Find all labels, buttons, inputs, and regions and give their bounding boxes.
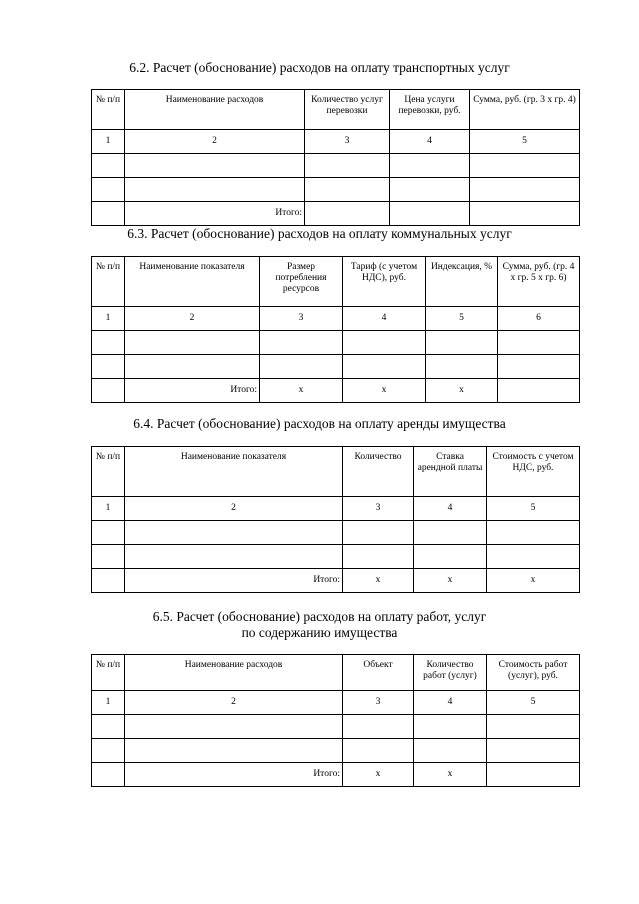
table-header-row xyxy=(92,447,580,497)
table-cell[interactable] xyxy=(498,331,580,355)
column-number: 3 xyxy=(260,307,343,331)
total-cell: х xyxy=(487,569,580,593)
total-cell: х xyxy=(343,763,414,787)
column-number: 1 xyxy=(92,307,125,331)
table-cell[interactable] xyxy=(92,331,125,355)
total-cell: х xyxy=(343,569,414,593)
column-number: 2 xyxy=(125,691,343,715)
column-header: Цена услуги перевозки, руб. xyxy=(390,90,470,130)
section-6-3-title: 6.3. Расчет (обоснование) расходов на оплату коммунальных услуг xyxy=(127,226,512,241)
table-row xyxy=(92,178,580,202)
section-6-2-title: 6.2. Расчет (обоснование) расходов на оплату транспортных услуг xyxy=(129,60,510,75)
column-number: 2 xyxy=(125,497,343,521)
column-header: Сумма, руб. (гр. 3 х гр. 4) xyxy=(470,90,580,130)
table-cell[interactable] xyxy=(92,154,125,178)
table-row xyxy=(92,331,580,355)
column-number: 2 xyxy=(125,130,305,154)
column-header: Количество работ (услуг) xyxy=(414,655,487,691)
table-cell[interactable] xyxy=(343,331,426,355)
column-header: Стоимость с учетом НДС, руб. xyxy=(487,447,580,497)
total-cell[interactable] xyxy=(487,763,580,787)
total-cell[interactable] xyxy=(390,202,470,226)
table-cell xyxy=(92,763,125,787)
total-label: Итого: xyxy=(125,569,343,593)
total-label: Итого: xyxy=(125,379,260,403)
column-number: 1 xyxy=(92,691,125,715)
table-cell[interactable] xyxy=(125,355,260,379)
column-number: 4 xyxy=(414,691,487,715)
total-label: Итого: xyxy=(125,202,305,226)
total-cell[interactable] xyxy=(470,202,580,226)
table-cell[interactable] xyxy=(498,355,580,379)
table-cell[interactable] xyxy=(414,521,487,545)
table-cell[interactable] xyxy=(125,331,260,355)
column-number: 3 xyxy=(343,497,414,521)
column-number: 4 xyxy=(414,497,487,521)
column-header: Наименование расходов xyxy=(125,655,343,691)
total-row xyxy=(92,202,580,226)
table-cell[interactable] xyxy=(92,355,125,379)
total-cell[interactable] xyxy=(498,379,580,403)
column-header: Количество xyxy=(343,447,414,497)
column-number: 6 xyxy=(498,307,580,331)
column-number: 4 xyxy=(343,307,426,331)
transport-services-table xyxy=(91,89,580,226)
table-cell[interactable] xyxy=(414,545,487,569)
table-cell[interactable] xyxy=(343,715,414,739)
column-header: Тариф (с учетом НДС), руб. xyxy=(343,257,426,307)
total-cell: х xyxy=(414,569,487,593)
column-number: 5 xyxy=(426,307,498,331)
column-header: Стоимость работ (услуг), руб. xyxy=(487,655,580,691)
table-cell[interactable] xyxy=(343,739,414,763)
table-cell[interactable] xyxy=(343,545,414,569)
table-cell[interactable] xyxy=(125,715,343,739)
table-cell xyxy=(92,379,125,403)
section-6-5-title-line-2: по содержанию имущества xyxy=(241,625,398,640)
table-cell[interactable] xyxy=(414,739,487,763)
column-number: 1 xyxy=(92,130,125,154)
table-cell[interactable] xyxy=(125,521,343,545)
total-cell: х xyxy=(343,379,426,403)
column-header: Наименование расходов xyxy=(125,90,305,130)
column-header: Размер потребления ресурсов xyxy=(260,257,343,307)
table-cell[interactable] xyxy=(426,331,498,355)
table-header-row xyxy=(92,655,580,691)
table-cell[interactable] xyxy=(260,331,343,355)
total-label: Итого: xyxy=(125,763,343,787)
table-cell[interactable] xyxy=(92,545,125,569)
column-number-row xyxy=(92,130,580,154)
table-cell[interactable] xyxy=(92,739,125,763)
table-cell[interactable] xyxy=(343,355,426,379)
table-row xyxy=(92,355,580,379)
table-cell[interactable] xyxy=(470,178,580,202)
column-number: 3 xyxy=(305,130,390,154)
table-header-row xyxy=(92,257,580,307)
column-header: Сумма, руб. (гр. 4 х гр. 5 х гр. 6) xyxy=(498,257,580,307)
column-header: № п/п xyxy=(92,447,125,497)
column-header: Объект xyxy=(343,655,414,691)
column-header: Наименование показателя xyxy=(125,447,343,497)
column-header: Наименование показателя xyxy=(125,257,260,307)
table-cell[interactable] xyxy=(125,154,305,178)
property-rent-table xyxy=(91,446,580,593)
column-number-row xyxy=(92,307,580,331)
table-cell[interactable] xyxy=(305,178,390,202)
column-number: 2 xyxy=(125,307,260,331)
column-number: 5 xyxy=(470,130,580,154)
total-cell: х xyxy=(426,379,498,403)
column-number: 1 xyxy=(92,497,125,521)
table-cell xyxy=(92,569,125,593)
table-cell[interactable] xyxy=(305,154,390,178)
section-6-4-title: 6.4. Расчет (обоснование) расходов на оплату аренды имущества xyxy=(133,416,506,431)
table-row xyxy=(92,715,580,739)
table-row xyxy=(92,739,580,763)
table-cell[interactable] xyxy=(426,355,498,379)
table-cell[interactable] xyxy=(125,545,343,569)
table-cell[interactable] xyxy=(470,154,580,178)
column-number-row xyxy=(92,497,580,521)
total-row xyxy=(92,763,580,787)
table-cell[interactable] xyxy=(343,521,414,545)
table-cell[interactable] xyxy=(390,154,470,178)
column-header: Индексация, % xyxy=(426,257,498,307)
column-header: № п/п xyxy=(92,257,125,307)
table-header-row xyxy=(92,90,580,130)
column-number-row xyxy=(92,691,580,715)
table-cell[interactable] xyxy=(92,521,125,545)
total-cell: х xyxy=(260,379,343,403)
total-cell[interactable] xyxy=(305,202,390,226)
total-row xyxy=(92,569,580,593)
column-number: 3 xyxy=(343,691,414,715)
column-header: № п/п xyxy=(92,655,125,691)
column-number: 4 xyxy=(390,130,470,154)
table-cell xyxy=(92,202,125,226)
table-cell[interactable] xyxy=(487,739,580,763)
total-cell: х xyxy=(414,763,487,787)
table-row xyxy=(92,154,580,178)
table-cell[interactable] xyxy=(390,178,470,202)
section-6-5-title: 6.5. Расчет (обоснование) расходов на оплату работ, услуг xyxy=(152,609,487,624)
table-cell[interactable] xyxy=(92,178,125,202)
table-row xyxy=(92,521,580,545)
table-cell[interactable] xyxy=(92,715,125,739)
utility-services-table xyxy=(91,256,580,403)
column-header: Количество услуг перевозки xyxy=(305,90,390,130)
column-header: № п/п xyxy=(92,90,125,130)
total-row xyxy=(92,379,580,403)
table-cell[interactable] xyxy=(487,521,580,545)
table-cell[interactable] xyxy=(487,545,580,569)
column-header: Ставка арендной платы xyxy=(414,447,487,497)
table-cell[interactable] xyxy=(125,178,305,202)
column-number: 5 xyxy=(487,497,580,521)
column-number: 5 xyxy=(487,691,580,715)
table-cell[interactable] xyxy=(260,355,343,379)
maintenance-works-table xyxy=(91,654,580,787)
table-cell[interactable] xyxy=(125,739,343,763)
table-cell[interactable] xyxy=(487,715,580,739)
table-row xyxy=(92,545,580,569)
table-cell[interactable] xyxy=(414,715,487,739)
